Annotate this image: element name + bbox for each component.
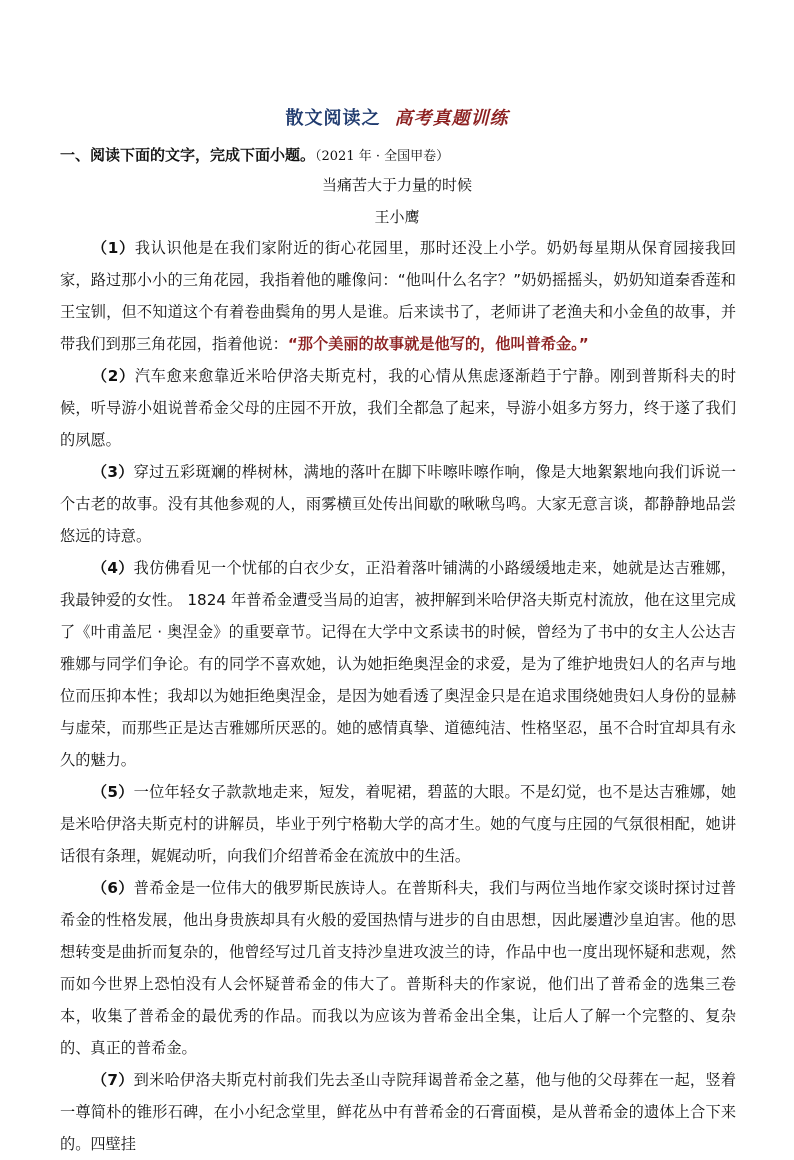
essay-title: 当痛苦大于力量的时候 xyxy=(321,176,472,194)
paragraph-number: （2） xyxy=(91,367,135,385)
title-part-exam: 高考真题训练 xyxy=(394,108,509,129)
paragraph-number: （6） xyxy=(91,879,134,897)
paragraph-text: 到米哈伊洛夫斯克村前我们先去圣山寺院拜谒普希金之墓，他与他的父母葬在一起，竖着一尊简朴的锥形石碑，在小小纪念堂里，鲜花丛中有普希金的石膏面模，是从普希金的遗体上合下来的。四壁挂 xyxy=(60,1071,737,1153)
paragraph-4 xyxy=(60,552,736,776)
paragraph-number: （5） xyxy=(91,783,134,801)
paragraph-quote: “那个美丽的故事就是他写的，他叫普希金。” xyxy=(287,335,589,353)
paragraph-number: （4） xyxy=(91,559,134,577)
paragraph-1 xyxy=(60,232,736,360)
question-heading xyxy=(60,144,760,165)
paragraph-text: 普希金是一位伟大的俄罗斯民族诗人。在普斯科夫，我们与两位当地作家交谈时探讨过普希金的性格发展，他出身贵族却具有火般的爱国热情与进步的自由思想，因此屡遭沙皇迫害。他的思想转变是曲折而复杂的，他曾经写过几首支持沙皇进攻波兰的诗，作品中也一度出现怀疑和悲观，然而如今世界上恐怕没有人会怀疑普希金的伟大了。普斯科夫的作家说，他们出了普希金的选集三卷本，收集了普希金的最优秀的作品。而我以为应该为普希金出全集，让后人了解一个完整的、复杂的、真正的普希金。 xyxy=(60,879,737,1057)
paragraph-3 xyxy=(60,456,736,552)
essay-author: 王小鹰 xyxy=(374,208,420,226)
paragraph-number: （1） xyxy=(91,239,135,257)
title-part-reading: 散文阅读之 xyxy=(285,108,381,129)
paragraph-text: 汽车愈来愈靠近米哈伊洛夫斯克村，我的心情从焦虑逐渐趋于宁静。刚到普斯科夫的时候，听导游小姐说普希金父母的庄园不开放，我们全都急了起来，导游小姐多方努力，终于遂了我们的夙愿。 xyxy=(60,367,737,449)
paragraph-text: 我认识他是在我们家附近的街心花园里，那时还没上小学。奶奶每星期从保育园接我回家，路过那小小的三角花园，我指着他的雕像问：“他叫什么名字？”奶奶摇摇头，奶奶知道秦香莲和王宝钏，但不知道这个有着卷曲鬓角的男人是谁。后来读书了，老师讲了老渔夫和小金鱼的故事，并带我们到那三角花园，指着他说： xyxy=(60,239,737,353)
paragraph-number: （3） xyxy=(91,463,134,481)
paragraph-number: （7） xyxy=(91,1071,134,1089)
paragraph-text: 我仿佛看见一个忧郁的白衣少女，正沿着落叶铺满的小路缓缓地走来，她就是达吉雅娜，我最钟爱的女性。 1824 年普希金遭受当局的迫害，被押解到米哈伊洛夫斯克村流放，他在这里完成了《叶甫盖尼 · 奥涅金》的重要章节。记得在大学中文系读书的时候，曾经为了书中的女主人公达吉雅娜与同学们争论。有的同学不喜欢她，认为她拒绝奥涅金的求爱，是为了维护地贵妇人的名声与地位而压抑本性；我却以为她拒绝奥涅金，是因为她看透了奥涅金只是在追求围绕她贵妇人身份的显赫与虚荣，而那些正是达吉雅娜所厌恶的。她的感情真挚、道德纯洁、性格坚忍，虽不合时宜却具有永久的魅力。 xyxy=(60,559,737,769)
question-text: 一、阅读下面的文字，完成下面小题。 xyxy=(60,146,316,164)
question-source: （2021 年 · 全国甲卷） xyxy=(315,149,450,164)
paragraph-text: 穿过五彩斑斓的桦树林，满地的落叶在脚下咔嚓咔嚓作响，像是大地絮絮地向我们诉说一个古老的故事。没有其他参观的人，雨雾横亘处传出间歇的啾啾鸟鸣。大家无意言谈，都静静地品尝悠远的诗意。 xyxy=(60,463,737,545)
paragraph-6 xyxy=(60,872,736,1064)
paragraph-7 xyxy=(60,1064,736,1160)
document-title xyxy=(0,104,794,130)
paragraph-2 xyxy=(60,360,736,456)
paragraph-5 xyxy=(60,776,736,872)
paragraph-text: 一位年轻女子款款地走来，短发，着呢裙，碧蓝的大眼。不是幻觉，也不是达吉雅娜，她是米哈伊洛夫斯克村的讲解员，毕业于列宁格勒大学的高才生。她的气度与庄园的气氛很相配，她讲话很有条理，娓娓动听，向我们介绍普希金在流放中的生活。 xyxy=(60,783,737,865)
essay-body xyxy=(60,232,736,1160)
